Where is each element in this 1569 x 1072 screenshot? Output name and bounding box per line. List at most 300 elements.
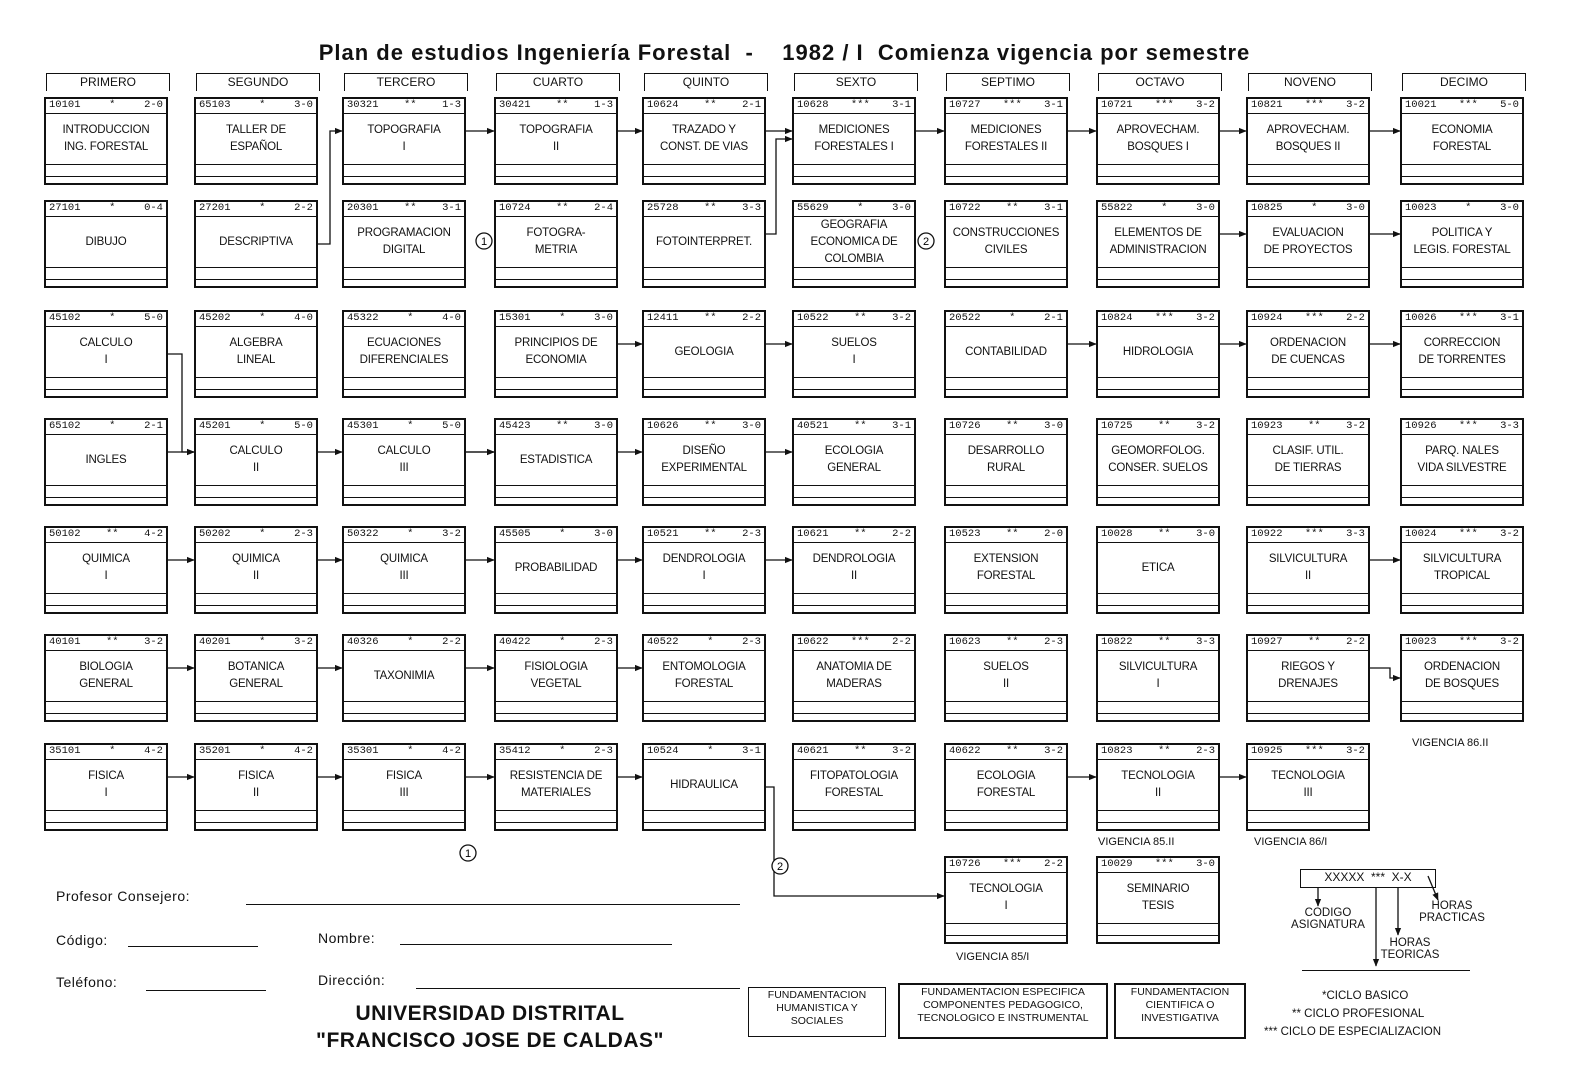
course-cycle: * [259, 528, 266, 540]
course-code: 10521 [647, 528, 679, 540]
course-code: 10824 [1101, 312, 1133, 324]
course-hours: 2-0 [1044, 528, 1063, 540]
course-cycle: *** [1002, 99, 1022, 111]
course-cycle: ** [556, 420, 569, 432]
course-hours: 3-0 [1196, 528, 1215, 540]
connector-label: 1 [464, 848, 472, 860]
course-hours: 3-2 [294, 636, 313, 648]
course-code: 40621 [797, 745, 829, 757]
course-cycle: ** [704, 528, 717, 540]
course-code: 10726 [949, 858, 981, 870]
course-cycle: ** [1158, 420, 1171, 432]
course-name: ORDENACION DE BOSQUES [1424, 661, 1500, 690]
course-name: ETICA [1141, 561, 1175, 574]
connector-circle [460, 845, 476, 861]
course-name: ALGEBRA LINEAL [229, 337, 283, 366]
connector-circle [476, 233, 492, 249]
course-hours: 3-2 [892, 312, 911, 324]
course-hours: 4-0 [294, 312, 313, 324]
course-cycle: *** [850, 636, 870, 648]
course-name: HIDROLOGIA [1122, 345, 1194, 358]
course-code: 10925 [1251, 745, 1283, 757]
course-name: QUIMICA III [380, 553, 428, 582]
course-code: 10523 [949, 528, 981, 540]
course-name: TALLER DE ESPAÑOL [226, 124, 286, 153]
course-name: CALCULO II [229, 445, 283, 474]
course-cycle: ** [1158, 745, 1171, 757]
course-name: SUELOS II [983, 661, 1029, 690]
course-hours: 3-0 [594, 420, 613, 432]
course-cycle: ** [1308, 420, 1321, 432]
prerequisite-arrow [318, 131, 342, 244]
course-name: EVALUACION DE PROYECTOS [1263, 227, 1353, 256]
course-name: DESCRIPTIVA [219, 235, 293, 248]
course-name: TOPOGRAFIA II [519, 124, 593, 153]
course-hours: 3-0 [294, 99, 313, 111]
course-name: ECONOMIA FORESTAL [1431, 124, 1493, 153]
course-name: DESARROLLO RURAL [967, 445, 1045, 474]
course-hours: 2-2 [742, 312, 761, 324]
course-hours: 2-1 [742, 99, 761, 111]
course-cycle: ** [1006, 202, 1019, 214]
course-hours: 3-0 [1044, 420, 1063, 432]
course-code: 20301 [347, 202, 379, 214]
prerequisite-arrow [168, 354, 194, 452]
semester-header: SEGUNDO [196, 73, 320, 91]
course-cycle: * [407, 745, 414, 757]
semester-header: PRIMERO [46, 73, 170, 91]
course-hours: 3-0 [1346, 202, 1365, 214]
course-hours: 3-0 [1196, 858, 1215, 870]
course-name: EXTENSION FORESTAL [973, 553, 1039, 582]
course-code: 45301 [347, 420, 379, 432]
course-code: 55822 [1101, 202, 1133, 214]
course-code: 45505 [499, 528, 531, 540]
direccion-field[interactable] [416, 988, 740, 989]
course-cycle: * [109, 420, 116, 432]
course-hours: 5-0 [294, 420, 313, 432]
course-code: 20522 [949, 312, 981, 324]
course-name: INTRODUCCION ING. FORESTAL [62, 124, 150, 153]
cycle-basico: *CICLO BASICO [1322, 990, 1409, 1002]
course-cycle: * [407, 312, 414, 324]
university-name: UNIVERSIDAD DISTRITAL [355, 1002, 625, 1025]
course-hours: 2-3 [1196, 745, 1215, 757]
course-name: TOPOGRAFIA I [367, 124, 441, 153]
course-code: 35412 [499, 745, 531, 757]
course-cycle: * [259, 420, 266, 432]
course-cycle: ** [704, 99, 717, 111]
course-code: 10029 [1101, 858, 1133, 870]
course-hours: 2-2 [892, 636, 911, 648]
course-code: 10722 [949, 202, 981, 214]
course-hours: 3-1 [742, 745, 761, 757]
course-hours: 3-2 [1196, 312, 1215, 324]
semester-header: NOVENO [1248, 73, 1372, 91]
course-code: 45322 [347, 312, 379, 324]
connector-label: 1 [480, 236, 488, 248]
course-code: 10624 [647, 99, 679, 111]
course-name: DENDROLOGIA I [662, 553, 746, 582]
course-hours: 2-2 [442, 636, 461, 648]
course-hours: 2-1 [1044, 312, 1063, 324]
course-hours: 2-2 [1346, 312, 1365, 324]
course-name: CALCULO I [79, 337, 133, 366]
course-hours: 3-3 [1346, 528, 1365, 540]
course-name: BOTANICA GENERAL [227, 661, 285, 690]
course-cycle: *** [1154, 858, 1174, 870]
prerequisite-arrow [1370, 668, 1400, 678]
course-name: CORRECCION DE TORRENTES [1418, 337, 1506, 366]
course-name: QUIMICA II [232, 553, 280, 582]
course-cycle: * [407, 528, 414, 540]
course-code: 10922 [1251, 528, 1283, 540]
course-hours: 3-3 [1196, 636, 1215, 648]
course-hours: 3-0 [1196, 202, 1215, 214]
course-hours: 3-2 [442, 528, 461, 540]
course-code: 10524 [647, 745, 679, 757]
course-hours: 3-1 [1044, 202, 1063, 214]
course-code: 55629 [797, 202, 829, 214]
course-cycle: * [259, 745, 266, 757]
course-code: 27101 [49, 202, 81, 214]
course-code: 10028 [1101, 528, 1133, 540]
course-cycle: * [559, 745, 566, 757]
course-name: FISICA II [238, 770, 274, 799]
course-name: TECNOLOGIA I [969, 883, 1043, 912]
course-name: POLITICA Y LEGIS. FORESTAL [1413, 227, 1511, 256]
course-cycle: * [407, 636, 414, 648]
legend-especifica: FUNDAMENTACION ESPECIFICA COMPONENTES PEDAGOGICO, TECNOLOGICO E INSTRUMENTAL [898, 983, 1108, 1039]
course-name: SUELOS I [831, 337, 877, 366]
course-cycle: ** [1308, 636, 1321, 648]
course-name: GEOGRAFIA ECONOMICA DE COLOMBIA [810, 218, 898, 265]
connector-circle [772, 858, 788, 874]
course-hours: 3-2 [1196, 99, 1215, 111]
profesor-label: Profesor Consejero: [56, 888, 191, 904]
course-name: FOTOGRA- METRIA [526, 227, 586, 256]
course-code: 65103 [199, 99, 231, 111]
course-name: ESTADISTICA [519, 453, 593, 466]
vigencia-label: VIGENCIA 86/I [1254, 836, 1328, 848]
telefono-field[interactable] [146, 990, 266, 991]
codigo-field[interactable] [128, 946, 258, 947]
key-codigo: CODIGO ASIGNATURA [1291, 907, 1365, 931]
course-code: 10823 [1101, 745, 1133, 757]
course-name: DIBUJO [85, 235, 127, 248]
course-cycle: ** [106, 528, 119, 540]
course-cycle: *** [1458, 99, 1478, 111]
course-name: DENDROLOGIA II [812, 553, 896, 582]
course-code: 45423 [499, 420, 531, 432]
course-name: PROBABILIDAD [514, 561, 598, 574]
course-cycle: * [259, 99, 266, 111]
course-hours: 3-2 [1500, 636, 1519, 648]
course-hours: 2-0 [144, 99, 163, 111]
course-hours: 3-1 [892, 420, 911, 432]
course-cycle: *** [1304, 528, 1324, 540]
course-code: 10101 [49, 99, 81, 111]
course-cycle: ** [854, 312, 867, 324]
course-cycle: ** [1006, 636, 1019, 648]
course-code: 40622 [949, 745, 981, 757]
course-name: SILVICULTURA TROPICAL [1422, 553, 1502, 582]
direccion-label: Dirección: [318, 972, 386, 988]
course-hours: 5-0 [1500, 99, 1519, 111]
codigo-label: Código: [56, 932, 108, 948]
course-hours: 4-2 [294, 745, 313, 757]
course-cycle: *** [1304, 745, 1324, 757]
key-template: XXXXX *** X-X [1300, 869, 1436, 888]
course-cycle: * [259, 312, 266, 324]
course-code: 45201 [199, 420, 231, 432]
course-name: BIOLOGIA GENERAL [79, 661, 133, 690]
course-cycle: ** [854, 745, 867, 757]
course-cycle: * [559, 636, 566, 648]
course-cycle: *** [1304, 99, 1324, 111]
course-code: 10621 [797, 528, 829, 540]
key-horas-practicas: HORAS PRACTICAS [1419, 900, 1485, 924]
course-code: 10023 [1405, 202, 1437, 214]
course-code: 10923 [1251, 420, 1283, 432]
connector-circle [918, 233, 934, 249]
nombre-field[interactable] [400, 944, 672, 945]
course-name: TECNOLOGIA II [1121, 770, 1195, 799]
nombre-label: Nombre: [318, 930, 376, 946]
course-cycle: *** [1458, 636, 1478, 648]
course-code: 25728 [647, 202, 679, 214]
course-hours: 2-3 [742, 528, 761, 540]
course-hours: 0-4 [144, 202, 163, 214]
course-code: 40521 [797, 420, 829, 432]
course-cycle: ** [404, 202, 417, 214]
course-cycle: *** [1458, 528, 1478, 540]
course-code: 10821 [1251, 99, 1283, 111]
course-name: DISEÑO EXPERIMENTAL [661, 445, 747, 474]
course-code: 12411 [647, 312, 679, 324]
course-hours: 2-2 [892, 528, 911, 540]
course-cycle: ** [106, 636, 119, 648]
course-cycle: * [707, 745, 714, 757]
course-name: ORDENACION DE CUENCAS [1270, 337, 1346, 366]
course-hours: 2-2 [1346, 636, 1365, 648]
course-hours: 3-0 [742, 420, 761, 432]
course-name: ECOLOGIA FORESTAL [976, 770, 1036, 799]
course-name: TECNOLOGIA III [1271, 770, 1345, 799]
course-hours: 5-0 [442, 420, 461, 432]
course-name: MEDICIONES FORESTALES II [964, 124, 1048, 153]
course-cycle: ** [854, 420, 867, 432]
course-hours: 2-1 [144, 420, 163, 432]
course-cycle: ** [854, 528, 867, 540]
course-cycle: ** [704, 202, 717, 214]
prerequisite-arrow [766, 787, 944, 896]
course-cycle: * [109, 202, 116, 214]
vigencia-label: VIGENCIA 85/I [956, 951, 1030, 963]
course-cycle: ** [404, 99, 417, 111]
course-code: 15301 [499, 312, 531, 324]
course-cycle: *** [850, 99, 870, 111]
course-name: SILVICULTURA I [1118, 661, 1198, 690]
course-name: CLASIF. UTIL. DE TIERRAS [1272, 445, 1344, 474]
course-cycle: ** [1006, 420, 1019, 432]
course-name: CONSTRUCCIONES CIVILES [952, 227, 1060, 256]
course-code: 10724 [499, 202, 531, 214]
course-hours: 2-3 [594, 745, 613, 757]
course-code: 10623 [949, 636, 981, 648]
course-code: 10522 [797, 312, 829, 324]
course-name: ECOLOGIA GENERAL [824, 445, 884, 474]
course-name: RIEGOS Y DRENAJES [1278, 661, 1338, 690]
vigencia-label: VIGENCIA 86.II [1412, 737, 1489, 749]
key-divider [1302, 970, 1470, 971]
course-code: 40201 [199, 636, 231, 648]
key-horas-teoricas: HORAS TEORICAS [1380, 937, 1440, 961]
course-code: 10924 [1251, 312, 1283, 324]
semester-header: OCTAVO [1098, 73, 1222, 91]
course-name: TAXONIMIA [373, 669, 435, 682]
course-cycle: ** [704, 312, 717, 324]
course-name: FITOPATOLOGIA FORESTAL [810, 770, 898, 799]
page-title: Plan de estudios Ingeniería Forestal - 1982 / I Comienza vigencia por semestre [318, 40, 1251, 65]
course-code: 35101 [49, 745, 81, 757]
semester-header: QUINTO [644, 73, 768, 91]
course-name: CONTABILIDAD [965, 345, 1047, 358]
course-hours: 3-1 [892, 99, 911, 111]
course-code: 10725 [1101, 420, 1133, 432]
cycle-profesional: ** CICLO PROFESIONAL [1292, 1008, 1425, 1020]
course-hours: 3-0 [892, 202, 911, 214]
course-hours: 3-1 [1500, 312, 1519, 324]
course-name: ANATOMIA DE MADERAS [816, 661, 892, 690]
semester-header: DECIMO [1402, 73, 1526, 91]
course-cycle: * [109, 312, 116, 324]
course-hours: 4-2 [442, 745, 461, 757]
course-hours: 3-2 [1044, 745, 1063, 757]
course-code: 10825 [1251, 202, 1283, 214]
course-name: QUIMICA I [82, 553, 130, 582]
course-code: 50322 [347, 528, 379, 540]
course-hours: 1-3 [442, 99, 461, 111]
course-hours: 3-0 [594, 528, 613, 540]
course-code: 10926 [1405, 420, 1437, 432]
course-name: PRINCIPIOS DE ECONOMIA [514, 337, 598, 366]
legend-cientifica: FUNDAMENTACION CIENTIFICA O INVESTIGATIVA [1114, 983, 1246, 1039]
course-code: 10721 [1101, 99, 1133, 111]
course-cycle: *** [1154, 99, 1174, 111]
course-cycle: * [1009, 312, 1016, 324]
course-cycle: * [109, 99, 116, 111]
course-name: RESISTENCIA DE MATERIALES [509, 770, 603, 799]
course-code: 40101 [49, 636, 81, 648]
course-name: APROVECHAM. BOSQUES II [1266, 124, 1350, 153]
course-hours: 2-2 [294, 202, 313, 214]
course-code: 10927 [1251, 636, 1283, 648]
course-name: APROVECHAM. BOSQUES I [1116, 124, 1200, 153]
connector-label: 2 [776, 861, 784, 873]
course-name: ECUACIONES DIFERENCIALES [359, 337, 449, 366]
course-name: TRAZADO Y CONST. DE VIAS [660, 124, 748, 153]
course-cycle: *** [1002, 858, 1022, 870]
course-name: SILVICULTURA II [1268, 553, 1348, 582]
cycle-especializacion: *** CICLO DE ESPECIALIZACION [1264, 1026, 1442, 1038]
course-hours: 3-0 [594, 312, 613, 324]
university-subname: "FRANCISCO JOSE DE CALDAS" [316, 1029, 664, 1052]
course-code: 10727 [949, 99, 981, 111]
course-cycle: * [559, 528, 566, 540]
course-cycle: *** [1458, 420, 1478, 432]
course-hours: 2-3 [742, 636, 761, 648]
profesor-field[interactable] [246, 904, 740, 905]
course-hours: 2-4 [594, 202, 613, 214]
course-code: 10024 [1405, 528, 1437, 540]
course-code: 10822 [1101, 636, 1133, 648]
course-code: 65102 [49, 420, 81, 432]
course-code: 40522 [647, 636, 679, 648]
course-hours: 3-2 [1500, 528, 1519, 540]
course-hours: 3-2 [892, 745, 911, 757]
course-hours: 3-0 [1500, 202, 1519, 214]
course-cycle: ** [556, 202, 569, 214]
course-hours: 3-1 [442, 202, 461, 214]
course-name: FOTOINTERPRET. [655, 235, 753, 248]
course-code: 10622 [797, 636, 829, 648]
vigencia-label: VIGENCIA 85.II [1098, 836, 1175, 848]
course-code: 40326 [347, 636, 379, 648]
course-cycle: * [1311, 202, 1318, 214]
course-cycle: * [407, 420, 414, 432]
course-hours: 3-2 [1196, 420, 1215, 432]
course-hours: 3-1 [1044, 99, 1063, 111]
course-code: 50202 [199, 528, 231, 540]
course-code: 27201 [199, 202, 231, 214]
course-hours: 4-0 [442, 312, 461, 324]
course-cycle: * [559, 312, 566, 324]
course-code: 10628 [797, 99, 829, 111]
prerequisite-arrow [766, 139, 792, 234]
course-name: HIDRAULICA [670, 778, 738, 791]
course-hours: 3-2 [1346, 99, 1365, 111]
course-cycle: * [707, 636, 714, 648]
course-name: FISICA III [386, 770, 422, 799]
course-name: FISICA I [88, 770, 124, 799]
course-cycle: * [1161, 202, 1168, 214]
course-cycle: ** [556, 99, 569, 111]
course-name: CALCULO III [377, 445, 431, 474]
course-cycle: ** [1006, 745, 1019, 757]
course-code: 10021 [1405, 99, 1437, 111]
course-hours: 3-2 [1346, 745, 1365, 757]
course-cycle: * [259, 202, 266, 214]
course-code: 45202 [199, 312, 231, 324]
course-code: 10626 [647, 420, 679, 432]
course-hours: 3-3 [742, 202, 761, 214]
course-hours: 1-3 [594, 99, 613, 111]
course-cycle: * [109, 745, 116, 757]
course-name: INGLES [85, 453, 127, 466]
course-name: GEOMORFOLOG. CONSER. SUELOS [1108, 445, 1208, 474]
course-hours: 3-3 [1500, 420, 1519, 432]
connector-label: 2 [922, 236, 930, 248]
course-cycle: *** [1458, 312, 1478, 324]
course-hours: 2-3 [294, 528, 313, 540]
course-cycle: ** [1158, 636, 1171, 648]
course-hours: 2-2 [1044, 858, 1063, 870]
course-hours: 5-0 [144, 312, 163, 324]
course-code: 10026 [1405, 312, 1437, 324]
course-code: 35301 [347, 745, 379, 757]
course-hours: 2-3 [1044, 636, 1063, 648]
